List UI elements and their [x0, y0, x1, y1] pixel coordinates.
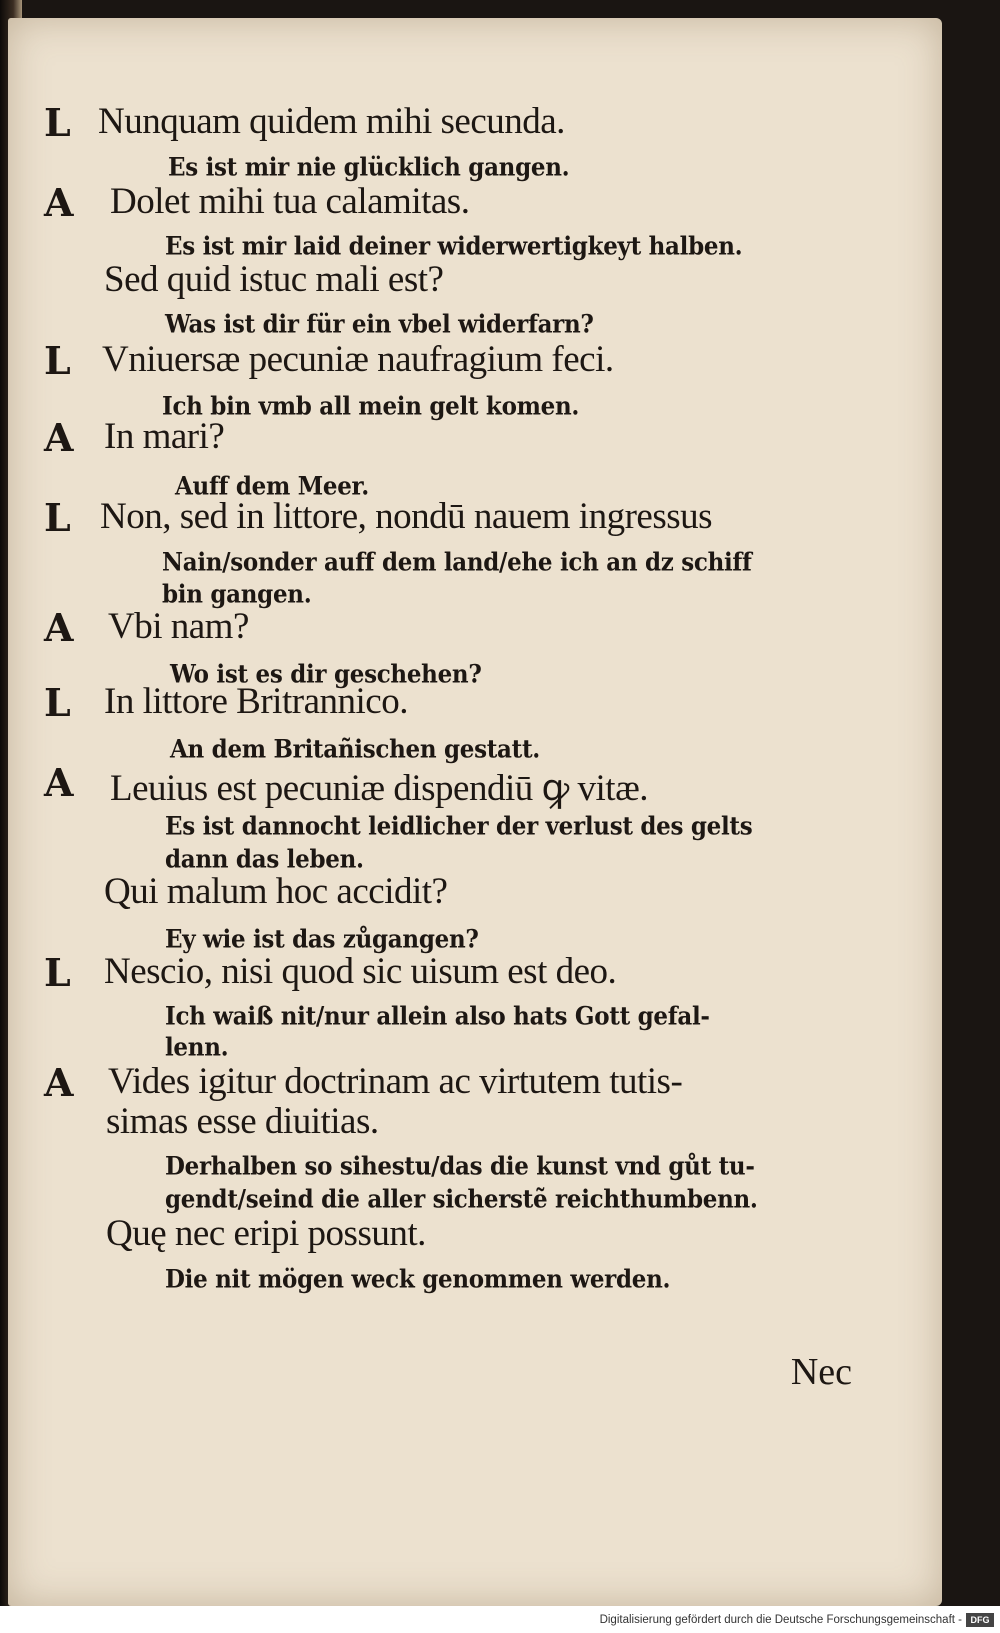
latin-line: Leuius est pecuniæ dispendiū ꝙ vitæ. [110, 768, 649, 809]
digitization-footer [0, 1606, 1000, 1633]
german-line: bin gangen. [162, 580, 312, 610]
german-line: Ich bin vmb all mein gelt komen. [162, 392, 580, 422]
latin-line: Sed quid istuc mali est? [104, 259, 444, 300]
german-line: dann das leben. [165, 845, 364, 875]
speaker-mark: L [44, 680, 71, 725]
german-line: Auff dem Meer. [175, 472, 369, 502]
speaker-mark: A [44, 605, 74, 650]
german-line: gendt/seind die aller sicherstẽ reichthumbenn. [165, 1185, 758, 1215]
latin-line: Vides igitur doctrinam ac virtutem tutis- [108, 1061, 683, 1102]
german-line: Es ist dannocht leidlicher der verlust des gelts [165, 812, 753, 842]
speaker-mark: A [44, 760, 74, 805]
german-line: Derhalben so sihestu/das die kunst vnd gůt tu- [165, 1152, 755, 1182]
footer-credit-text: Digitalisierung gefördert durch die Deutsche Forschungsgemeinschaft - [599, 1614, 962, 1626]
latin-line: Vbi nam? [108, 606, 249, 647]
speaker-mark: A [44, 180, 74, 225]
speaker-mark: A [44, 1060, 74, 1105]
german-line: Ich waiß nit/nur allein also hats Gott gefal- [165, 1002, 710, 1032]
german-line: Es ist mir nie glücklich gangen. [168, 153, 570, 183]
latin-line: In littore Britrannico. [104, 681, 408, 722]
speaker-mark: A [44, 415, 74, 460]
german-line: Es ist mir laid deiner widerwertigkeyt halben. [165, 232, 743, 262]
latin-line: Vniuersæ pecuniæ naufragium feci. [102, 339, 614, 380]
latin-line: Nunquam quidem mihi secunda. [98, 101, 565, 142]
latin-line: Non, sed in littore, nondū nauem ingressus [100, 496, 713, 537]
german-line: Nain/sonder auff dem land/ehe ich an dz schiff [162, 548, 752, 578]
latin-line: Dolet mihi tua calamitas. [110, 181, 470, 222]
german-line: Wo ist es dir geschehen? [170, 660, 482, 690]
latin-line: Qui malum hoc accidit? [104, 871, 448, 912]
german-line: lenn. [165, 1033, 229, 1063]
latin-line: In mari? [104, 416, 225, 457]
speaker-mark: L [44, 338, 71, 383]
german-line: Ey wie ist das zůgangen? [165, 925, 479, 955]
latin-line: simas esse diuitias. [106, 1101, 379, 1142]
speaker-mark: L [44, 495, 71, 540]
german-line: An dem Britañischen gestatt. [170, 735, 540, 765]
german-line: Was ist dir für ein vbel widerfarn? [165, 310, 594, 340]
speaker-mark: L [44, 100, 71, 145]
speaker-mark: L [44, 950, 71, 995]
dfg-logo: DFG [966, 1613, 994, 1627]
german-line: Die nit mögen weck genommen werden. [165, 1265, 671, 1295]
catchword: Nec [790, 1351, 852, 1393]
latin-line: Nescio, nisi quod sic uisum est deo. [104, 951, 617, 992]
latin-line: Quę nec eripi possunt. [106, 1213, 426, 1254]
